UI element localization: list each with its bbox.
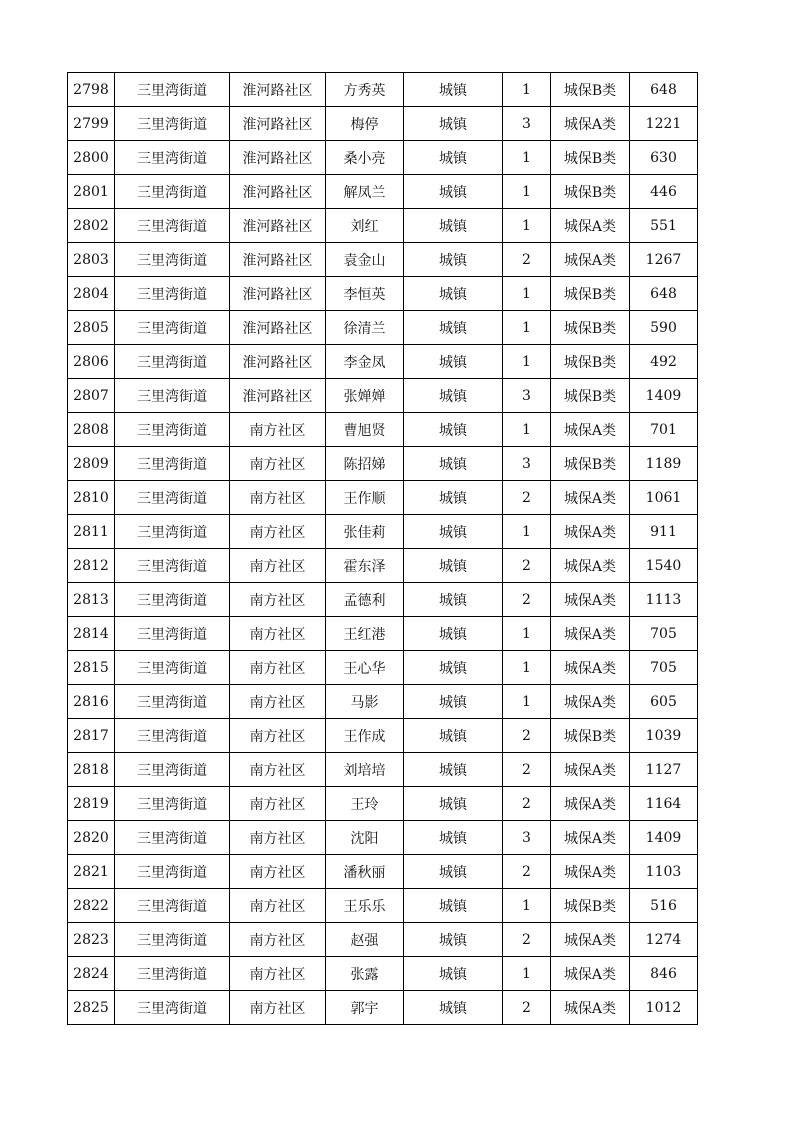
amount-cell: 1274 [630,923,698,957]
amount-cell: 1221 [630,107,698,141]
table-row [68,651,698,685]
category-cell: 城保A类 [551,515,630,549]
row-number-cell: 2823 [68,923,115,957]
community-cell: 淮河路社区 [230,209,326,243]
member-count-cell: 1 [503,141,551,175]
row-number-cell: 2798 [68,73,115,107]
name-cell: 郭宇 [326,991,404,1025]
member-count-cell: 2 [503,753,551,787]
community-cell: 淮河路社区 [230,379,326,413]
member-count-cell: 1 [503,515,551,549]
community-cell: 南方社区 [230,991,326,1025]
street-cell: 三里湾街道 [115,243,230,277]
household-type-cell: 城镇 [404,515,503,549]
street-cell: 三里湾街道 [115,515,230,549]
table-row [68,515,698,549]
member-count-cell: 1 [503,617,551,651]
street-cell: 三里湾街道 [115,685,230,719]
table-row [68,413,698,447]
category-cell: 城保A类 [551,821,630,855]
amount-cell: 630 [630,141,698,175]
name-cell: 陈招娣 [326,447,404,481]
street-cell: 三里湾街道 [115,821,230,855]
community-cell: 南方社区 [230,617,326,651]
row-number-cell: 2814 [68,617,115,651]
street-cell: 三里湾街道 [115,753,230,787]
community-cell: 淮河路社区 [230,277,326,311]
street-cell: 三里湾街道 [115,209,230,243]
roster-table [67,72,698,1025]
amount-cell: 1164 [630,787,698,821]
row-number-cell: 2812 [68,549,115,583]
category-cell: 城保A类 [551,651,630,685]
category-cell: 城保A类 [551,991,630,1025]
member-count-cell: 2 [503,583,551,617]
amount-cell: 551 [630,209,698,243]
household-type-cell: 城镇 [404,753,503,787]
member-count-cell: 1 [503,209,551,243]
amount-cell: 1540 [630,549,698,583]
row-number-cell: 2799 [68,107,115,141]
name-cell: 李金凤 [326,345,404,379]
row-number-cell: 2808 [68,413,115,447]
category-cell: 城保B类 [551,719,630,753]
row-number-cell: 2807 [68,379,115,413]
row-number-cell: 2821 [68,855,115,889]
amount-cell: 516 [630,889,698,923]
member-count-cell: 1 [503,73,551,107]
street-cell: 三里湾街道 [115,141,230,175]
amount-cell: 911 [630,515,698,549]
household-type-cell: 城镇 [404,311,503,345]
household-type-cell: 城镇 [404,685,503,719]
roster-body [68,73,698,1025]
street-cell: 三里湾街道 [115,175,230,209]
table-row [68,583,698,617]
table-row [68,243,698,277]
name-cell: 方秀英 [326,73,404,107]
member-count-cell: 2 [503,481,551,515]
table-row [68,175,698,209]
member-count-cell: 1 [503,413,551,447]
row-number-cell: 2806 [68,345,115,379]
row-number-cell: 2817 [68,719,115,753]
name-cell: 霍东泽 [326,549,404,583]
amount-cell: 1113 [630,583,698,617]
table-row [68,821,698,855]
member-count-cell: 2 [503,923,551,957]
name-cell: 解凤兰 [326,175,404,209]
member-count-cell: 1 [503,889,551,923]
category-cell: 城保A类 [551,957,630,991]
amount-cell: 605 [630,685,698,719]
community-cell: 南方社区 [230,447,326,481]
row-number-cell: 2820 [68,821,115,855]
household-type-cell: 城镇 [404,651,503,685]
name-cell: 赵强 [326,923,404,957]
street-cell: 三里湾街道 [115,481,230,515]
row-number-cell: 2816 [68,685,115,719]
amount-cell: 1012 [630,991,698,1025]
street-cell: 三里湾街道 [115,549,230,583]
category-cell: 城保B类 [551,447,630,481]
street-cell: 三里湾街道 [115,447,230,481]
community-cell: 南方社区 [230,583,326,617]
category-cell: 城保A类 [551,617,630,651]
household-type-cell: 城镇 [404,175,503,209]
row-number-cell: 2811 [68,515,115,549]
household-type-cell: 城镇 [404,719,503,753]
street-cell: 三里湾街道 [115,923,230,957]
row-number-cell: 2802 [68,209,115,243]
household-type-cell: 城镇 [404,481,503,515]
table-row [68,685,698,719]
community-cell: 淮河路社区 [230,175,326,209]
household-type-cell: 城镇 [404,957,503,991]
household-type-cell: 城镇 [404,821,503,855]
street-cell: 三里湾街道 [115,719,230,753]
community-cell: 南方社区 [230,957,326,991]
name-cell: 桑小亮 [326,141,404,175]
category-cell: 城保A类 [551,549,630,583]
name-cell: 张婵婵 [326,379,404,413]
household-type-cell: 城镇 [404,447,503,481]
member-count-cell: 2 [503,243,551,277]
street-cell: 三里湾街道 [115,957,230,991]
amount-cell: 1039 [630,719,698,753]
category-cell: 城保A类 [551,923,630,957]
community-cell: 南方社区 [230,685,326,719]
name-cell: 张露 [326,957,404,991]
category-cell: 城保B类 [551,379,630,413]
amount-cell: 705 [630,651,698,685]
member-count-cell: 2 [503,549,551,583]
name-cell: 刘红 [326,209,404,243]
amount-cell: 648 [630,73,698,107]
row-number-cell: 2800 [68,141,115,175]
household-type-cell: 城镇 [404,583,503,617]
household-type-cell: 城镇 [404,209,503,243]
member-count-cell: 2 [503,855,551,889]
street-cell: 三里湾街道 [115,991,230,1025]
category-cell: 城保A类 [551,413,630,447]
street-cell: 三里湾街道 [115,583,230,617]
amount-cell: 648 [630,277,698,311]
category-cell: 城保B类 [551,277,630,311]
row-number-cell: 2809 [68,447,115,481]
member-count-cell: 2 [503,991,551,1025]
name-cell: 孟德利 [326,583,404,617]
name-cell: 梅停 [326,107,404,141]
amount-cell: 1409 [630,379,698,413]
table-row [68,957,698,991]
street-cell: 三里湾街道 [115,379,230,413]
name-cell: 刘培培 [326,753,404,787]
household-type-cell: 城镇 [404,413,503,447]
category-cell: 城保B类 [551,73,630,107]
row-number-cell: 2815 [68,651,115,685]
amount-cell: 1189 [630,447,698,481]
street-cell: 三里湾街道 [115,413,230,447]
name-cell: 马影 [326,685,404,719]
member-count-cell: 1 [503,685,551,719]
member-count-cell: 3 [503,107,551,141]
amount-cell: 1127 [630,753,698,787]
name-cell: 徐清兰 [326,311,404,345]
name-cell: 潘秋丽 [326,855,404,889]
community-cell: 淮河路社区 [230,73,326,107]
amount-cell: 1103 [630,855,698,889]
community-cell: 南方社区 [230,753,326,787]
community-cell: 淮河路社区 [230,243,326,277]
table-row [68,481,698,515]
community-cell: 南方社区 [230,821,326,855]
community-cell: 南方社区 [230,787,326,821]
community-cell: 南方社区 [230,651,326,685]
table-row [68,311,698,345]
amount-cell: 446 [630,175,698,209]
category-cell: 城保B类 [551,889,630,923]
amount-cell: 705 [630,617,698,651]
table-row [68,991,698,1025]
category-cell: 城保A类 [551,685,630,719]
household-type-cell: 城镇 [404,107,503,141]
member-count-cell: 3 [503,821,551,855]
amount-cell: 1409 [630,821,698,855]
category-cell: 城保B类 [551,311,630,345]
household-type-cell: 城镇 [404,73,503,107]
amount-cell: 590 [630,311,698,345]
household-type-cell: 城镇 [404,277,503,311]
community-cell: 淮河路社区 [230,141,326,175]
community-cell: 南方社区 [230,889,326,923]
member-count-cell: 1 [503,345,551,379]
household-type-cell: 城镇 [404,923,503,957]
name-cell: 沈阳 [326,821,404,855]
street-cell: 三里湾街道 [115,617,230,651]
category-cell: 城保A类 [551,107,630,141]
category-cell: 城保A类 [551,787,630,821]
table-row [68,345,698,379]
name-cell: 王作成 [326,719,404,753]
household-type-cell: 城镇 [404,889,503,923]
name-cell: 王心华 [326,651,404,685]
street-cell: 三里湾街道 [115,73,230,107]
amount-cell: 492 [630,345,698,379]
street-cell: 三里湾街道 [115,855,230,889]
name-cell: 王红港 [326,617,404,651]
member-count-cell: 3 [503,447,551,481]
member-count-cell: 3 [503,379,551,413]
category-cell: 城保A类 [551,209,630,243]
name-cell: 袁金山 [326,243,404,277]
street-cell: 三里湾街道 [115,311,230,345]
category-cell: 城保A类 [551,243,630,277]
street-cell: 三里湾街道 [115,277,230,311]
table-row [68,141,698,175]
row-number-cell: 2810 [68,481,115,515]
street-cell: 三里湾街道 [115,651,230,685]
member-count-cell: 1 [503,957,551,991]
table-row [68,753,698,787]
row-number-cell: 2819 [68,787,115,821]
table-row [68,549,698,583]
table-row [68,277,698,311]
name-cell: 王作顺 [326,481,404,515]
table-row [68,209,698,243]
category-cell: 城保A类 [551,753,630,787]
category-cell: 城保B类 [551,345,630,379]
member-count-cell: 1 [503,311,551,345]
community-cell: 淮河路社区 [230,345,326,379]
household-type-cell: 城镇 [404,379,503,413]
amount-cell: 846 [630,957,698,991]
member-count-cell: 1 [503,277,551,311]
table-row [68,719,698,753]
street-cell: 三里湾街道 [115,345,230,379]
category-cell: 城保B类 [551,141,630,175]
amount-cell: 1061 [630,481,698,515]
community-cell: 南方社区 [230,515,326,549]
street-cell: 三里湾街道 [115,889,230,923]
row-number-cell: 2801 [68,175,115,209]
member-count-cell: 1 [503,651,551,685]
name-cell: 张佳莉 [326,515,404,549]
row-number-cell: 2822 [68,889,115,923]
table-row [68,73,698,107]
category-cell: 城保B类 [551,175,630,209]
community-cell: 南方社区 [230,549,326,583]
name-cell: 曹旭贤 [326,413,404,447]
category-cell: 城保A类 [551,583,630,617]
community-cell: 淮河路社区 [230,311,326,345]
table-row [68,787,698,821]
category-cell: 城保A类 [551,481,630,515]
amount-cell: 1267 [630,243,698,277]
row-number-cell: 2818 [68,753,115,787]
row-number-cell: 2824 [68,957,115,991]
community-cell: 南方社区 [230,719,326,753]
table-row [68,855,698,889]
row-number-cell: 2813 [68,583,115,617]
row-number-cell: 2803 [68,243,115,277]
member-count-cell: 2 [503,787,551,821]
row-number-cell: 2825 [68,991,115,1025]
amount-cell: 701 [630,413,698,447]
household-type-cell: 城镇 [404,855,503,889]
table-row [68,617,698,651]
household-type-cell: 城镇 [404,991,503,1025]
name-cell: 李恒英 [326,277,404,311]
table-row [68,107,698,141]
street-cell: 三里湾街道 [115,107,230,141]
community-cell: 南方社区 [230,923,326,957]
community-cell: 淮河路社区 [230,107,326,141]
community-cell: 南方社区 [230,481,326,515]
community-cell: 南方社区 [230,855,326,889]
household-type-cell: 城镇 [404,549,503,583]
row-number-cell: 2805 [68,311,115,345]
table-row [68,447,698,481]
name-cell: 王乐乐 [326,889,404,923]
street-cell: 三里湾街道 [115,787,230,821]
table-row [68,379,698,413]
community-cell: 南方社区 [230,413,326,447]
household-type-cell: 城镇 [404,617,503,651]
member-count-cell: 2 [503,719,551,753]
table-row [68,889,698,923]
member-count-cell: 1 [503,175,551,209]
name-cell: 王玲 [326,787,404,821]
household-type-cell: 城镇 [404,141,503,175]
table-row [68,923,698,957]
household-type-cell: 城镇 [404,787,503,821]
category-cell: 城保A类 [551,855,630,889]
row-number-cell: 2804 [68,277,115,311]
household-type-cell: 城镇 [404,345,503,379]
household-type-cell: 城镇 [404,243,503,277]
